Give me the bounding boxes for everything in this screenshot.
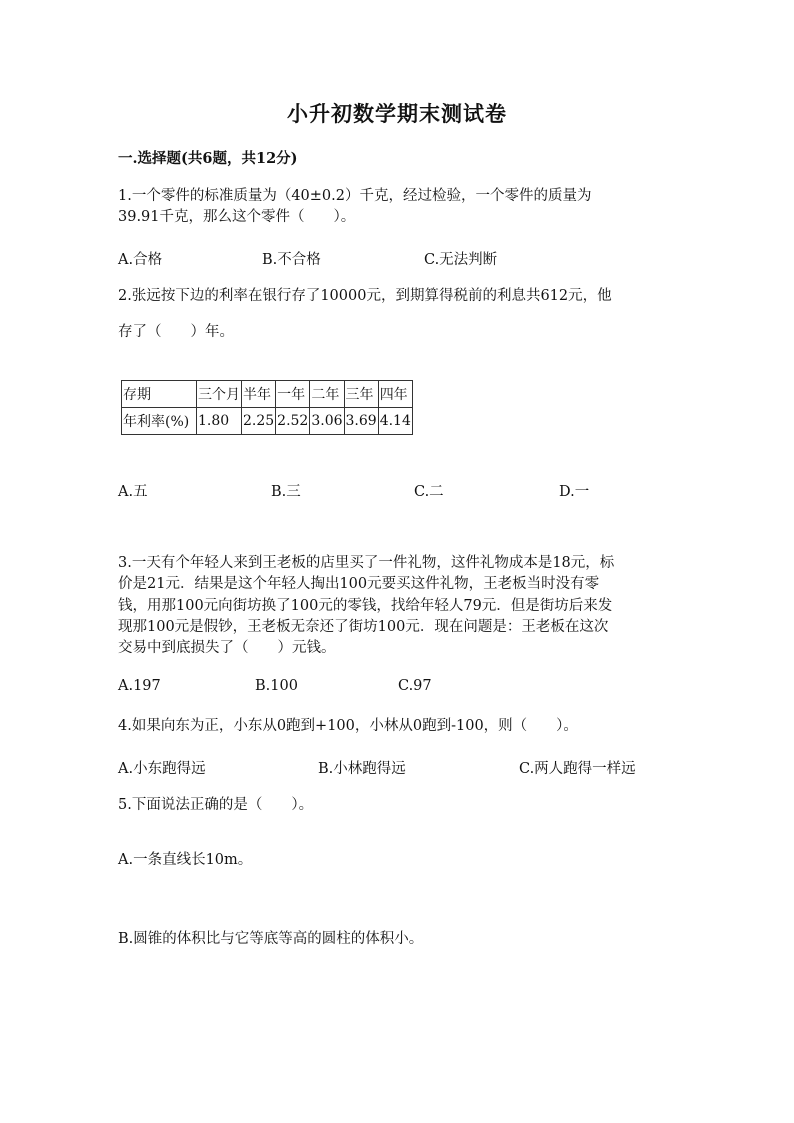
table-cell: 1.80 bbox=[197, 408, 242, 435]
q3-line3: 钱，用那100元向街坊换了100元的零钱，找给年轻人79元．但是街坊后来发 bbox=[118, 598, 613, 614]
q3-option-c: C.97 bbox=[398, 678, 432, 694]
table-header-cell: 一年 bbox=[276, 381, 310, 408]
q2-option-b: B.三 bbox=[271, 484, 301, 500]
table-cell: 4.14 bbox=[378, 408, 412, 435]
table-cell: 3.06 bbox=[310, 408, 344, 435]
q2-line1: 2.张远按下边的利率在银行存了10000元，到期算得税前的利息共612元，他 bbox=[118, 288, 612, 304]
q4-line1: 4.如果向东为正，小东从0跑到+100，小林从0跑到-100，则（ ）。 bbox=[118, 718, 578, 734]
q3-line5: 交易中到底损失了（ ）元钱。 bbox=[118, 640, 336, 656]
q2-option-d: D.一 bbox=[559, 484, 590, 500]
section-heading: 一.选择题(共6题，共12分) bbox=[118, 150, 298, 167]
q4-option-a: A.小东跑得远 bbox=[118, 761, 206, 777]
table-header-cell: 三个月 bbox=[197, 381, 242, 408]
q1-option-b: B.不合格 bbox=[262, 252, 321, 268]
table-header-cell: 三年 bbox=[344, 381, 378, 408]
table-cell: 2.52 bbox=[276, 408, 310, 435]
q3-line1: 3.一天有个年轻人来到王老板的店里买了一件礼物，这件礼物成本是18元，标 bbox=[118, 555, 615, 571]
q5-option-a: A.一条直线长10m。 bbox=[118, 852, 253, 868]
q2-option-c: C.二 bbox=[414, 484, 444, 500]
q4-option-c: C.两人跑得一样远 bbox=[519, 761, 636, 777]
q3-option-b: B.100 bbox=[255, 678, 298, 694]
q3-line2: 价是21元．结果是这个年轻人掏出100元要买这件礼物，王老板当时没有零 bbox=[118, 576, 600, 592]
q1-option-a: A.合格 bbox=[118, 252, 163, 268]
q1-line1: 1.一个零件的标准质量为（40±0.2）千克，经过检验，一个零件的质量为 bbox=[118, 188, 592, 204]
q2-option-a: A.五 bbox=[118, 484, 148, 500]
q5-option-b: B.圆锥的体积比与它等底等高的圆柱的体积小。 bbox=[118, 931, 424, 947]
table-header-cell: 存期 bbox=[122, 381, 197, 408]
table-cell: 2.25 bbox=[242, 408, 276, 435]
interest-rate-table bbox=[121, 380, 413, 435]
q3-line4: 现那100元是假钞，王老板无奈还了街坊100元．现在问题是：王老板在这次 bbox=[118, 619, 609, 635]
table-header-cell: 二年 bbox=[310, 381, 344, 408]
page-title: 小升初数学期末测试卷 bbox=[287, 101, 507, 126]
q5-line1: 5.下面说法正确的是（ ）。 bbox=[118, 797, 314, 813]
q3-option-a: A.197 bbox=[118, 678, 161, 694]
q1-option-c: C.无法判断 bbox=[424, 252, 498, 268]
q2-line2: 存了（ ）年。 bbox=[118, 324, 234, 340]
q4-option-b: B.小林跑得远 bbox=[318, 761, 406, 777]
table-header-cell: 半年 bbox=[242, 381, 276, 408]
table-header-row bbox=[122, 381, 413, 408]
table-cell: 3.69 bbox=[344, 408, 378, 435]
q1-line2: 39.91千克，那么这个零件（ ）。 bbox=[118, 209, 356, 225]
table-row bbox=[122, 408, 413, 435]
table-cell: 年利率(%) bbox=[122, 408, 197, 435]
table-header-cell: 四年 bbox=[378, 381, 412, 408]
